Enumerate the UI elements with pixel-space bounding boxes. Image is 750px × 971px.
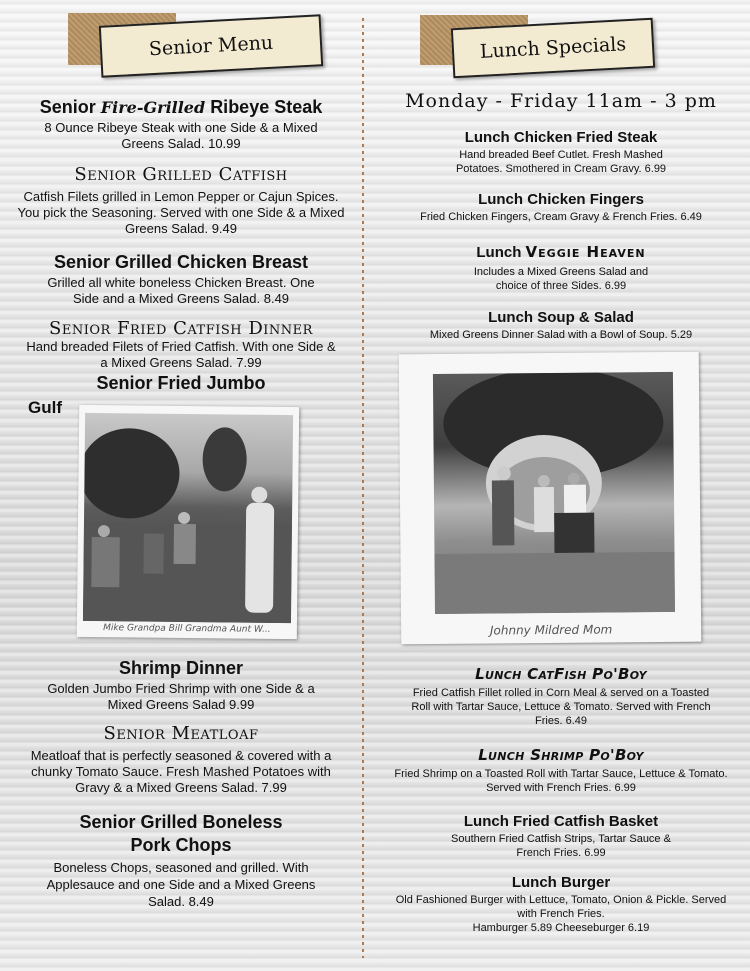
menu-item-grilled-chicken	[0, 252, 362, 307]
item-title-part: Veggie Heaven	[525, 243, 646, 261]
item-description: Includes a Mixed Greens Salad and choice of three Sides. 6.99	[473, 266, 649, 292]
item-title: Senior Grilled Chicken Breast	[53, 252, 309, 272]
item-title: Lunch Fried Catfish Basket	[463, 813, 659, 830]
item-description: Fried Catfish Fillet rolled in Corn Meal & served on a Toasted Roll with Tartar Sauce, Lettuce & Tomato. Served with French Fries. 6.49	[411, 687, 711, 727]
lunch-specials-column	[372, 0, 750, 971]
photo-caption: Johnny Mildred Mom	[489, 622, 613, 638]
item-description: 8 Ounce Ribeye Steak with one Side & a Mixed Greens Salad. 10.99	[44, 120, 318, 151]
item-description: Southern Fried Catfish Strips, Tartar Sauce & French Fries. 6.99	[451, 833, 671, 859]
menu-item-jumbo-title	[0, 373, 362, 394]
item-title: Lunch Soup & Salad	[488, 309, 634, 326]
item-prices: Hamburger 5.89 Cheeseburger 6.19	[472, 922, 650, 934]
menu-item-chicken-fried-steak	[372, 128, 750, 176]
menu-item-soup-salad	[372, 308, 750, 342]
item-title: Lunch Burger	[511, 874, 611, 891]
item-title: Lunch Shrimp Po'Boy	[478, 746, 644, 764]
item-description: Catfish Filets grilled in Lemon Pepper or Cajun Spices. You pick the Seasoning. Served with one Side & a Mixed Greens Salad. 9.49	[17, 189, 345, 236]
item-title: Senior Grilled Catfish	[74, 164, 288, 185]
family-photo-right	[399, 352, 702, 645]
item-title	[372, 243, 750, 262]
photo-scene	[83, 413, 293, 623]
menu-item-fried-catfish	[0, 318, 362, 371]
item-title	[0, 97, 362, 118]
item-description: Hand breaded Beef Cutlet. Fresh Mashed Potatoes. Smothered in Cream Gravy. 6.99	[455, 149, 667, 175]
item-description: Old Fashioned Burger with Lettuce, Tomato, Onion & Pickle. Served with French Fries.	[395, 894, 727, 920]
menu-item-burger	[372, 873, 750, 935]
column-divider	[362, 18, 364, 958]
item-title: Lunch CatFish Po'Boy	[475, 665, 647, 683]
item-description: Golden Jumbo Fried Shrimp with one Side & a Mixed Greens Salad 9.99	[47, 681, 315, 712]
family-photo-left	[77, 405, 299, 639]
item-title-extra: Gulf	[28, 398, 62, 417]
menu-item-meatloaf	[0, 723, 362, 796]
photo-caption: Mike Grandpa Bill Grandma Aunt W...	[103, 623, 271, 635]
photo-image	[433, 372, 675, 614]
senior-menu-header: Senior Menu	[99, 14, 323, 78]
item-title: Shrimp Dinner	[118, 658, 243, 678]
photo-image	[83, 413, 293, 623]
item-title: Senior Meatloaf	[103, 723, 259, 744]
menu-item-chicken-fingers	[372, 190, 750, 224]
menu-item-shrimp-dinner	[0, 658, 362, 713]
menu-item-shrimp-poboy	[372, 746, 750, 795]
item-description: Meatloaf that is perfectly seasoned & covered with a chunky Tomato Sauce. Fresh Mashed Potatoes with Gravy & a Mixed Greens Salad. 7.99	[30, 748, 332, 795]
hours-line: Monday - Friday 11am - 3 pm	[405, 90, 717, 112]
item-description: Fried Chicken Fingers, Cream Gravy & French Fries. 6.49	[420, 211, 702, 223]
menu-item-ribeye	[0, 97, 362, 152]
item-title: Senior Grilled Boneless Pork Chops	[79, 812, 283, 855]
item-title-part: Fire-Grilled	[100, 98, 206, 117]
item-title-part: Lunch	[476, 244, 522, 261]
item-description: Fried Shrimp on a Toasted Roll with Tartar Sauce, Lettuce & Tomato. Served with French Fries. 6.99	[394, 768, 728, 794]
item-title-part: Senior	[39, 97, 96, 117]
lunch-specials-header: Lunch Specials	[451, 18, 655, 79]
menu-item-catfish-poboy	[372, 665, 750, 728]
item-title: Senior Fried Catfish Dinner	[49, 318, 313, 339]
item-description: Hand breaded Filets of Fried Catfish. With one Side & a Mixed Greens Salad. 7.99	[26, 339, 336, 370]
menu-item-pork-chops	[0, 811, 362, 910]
item-title-part: Ribeye Steak	[210, 97, 323, 117]
item-description: Boneless Chops, seasoned and grilled. With Applesauce and one Side and a Mixed Greens Salad. 8.49	[46, 860, 316, 909]
photo-scene	[433, 372, 675, 614]
item-title: Lunch Chicken Fried Steak	[464, 129, 658, 146]
item-title: Senior Fried Jumbo	[96, 373, 266, 393]
item-title: Lunch Chicken Fingers	[478, 191, 644, 208]
item-description: Mixed Greens Dinner Salad with a Bowl of Soup. 5.29	[429, 329, 693, 341]
menu-item-veggie-heaven	[372, 243, 750, 293]
menu-item-grilled-catfish	[0, 164, 362, 237]
item-description: Grilled all white boneless Chicken Breast. One Side and a Mixed Greens Salad. 8.49	[47, 275, 315, 306]
menu-item-catfish-basket	[372, 812, 750, 860]
senior-menu-column	[0, 0, 362, 971]
